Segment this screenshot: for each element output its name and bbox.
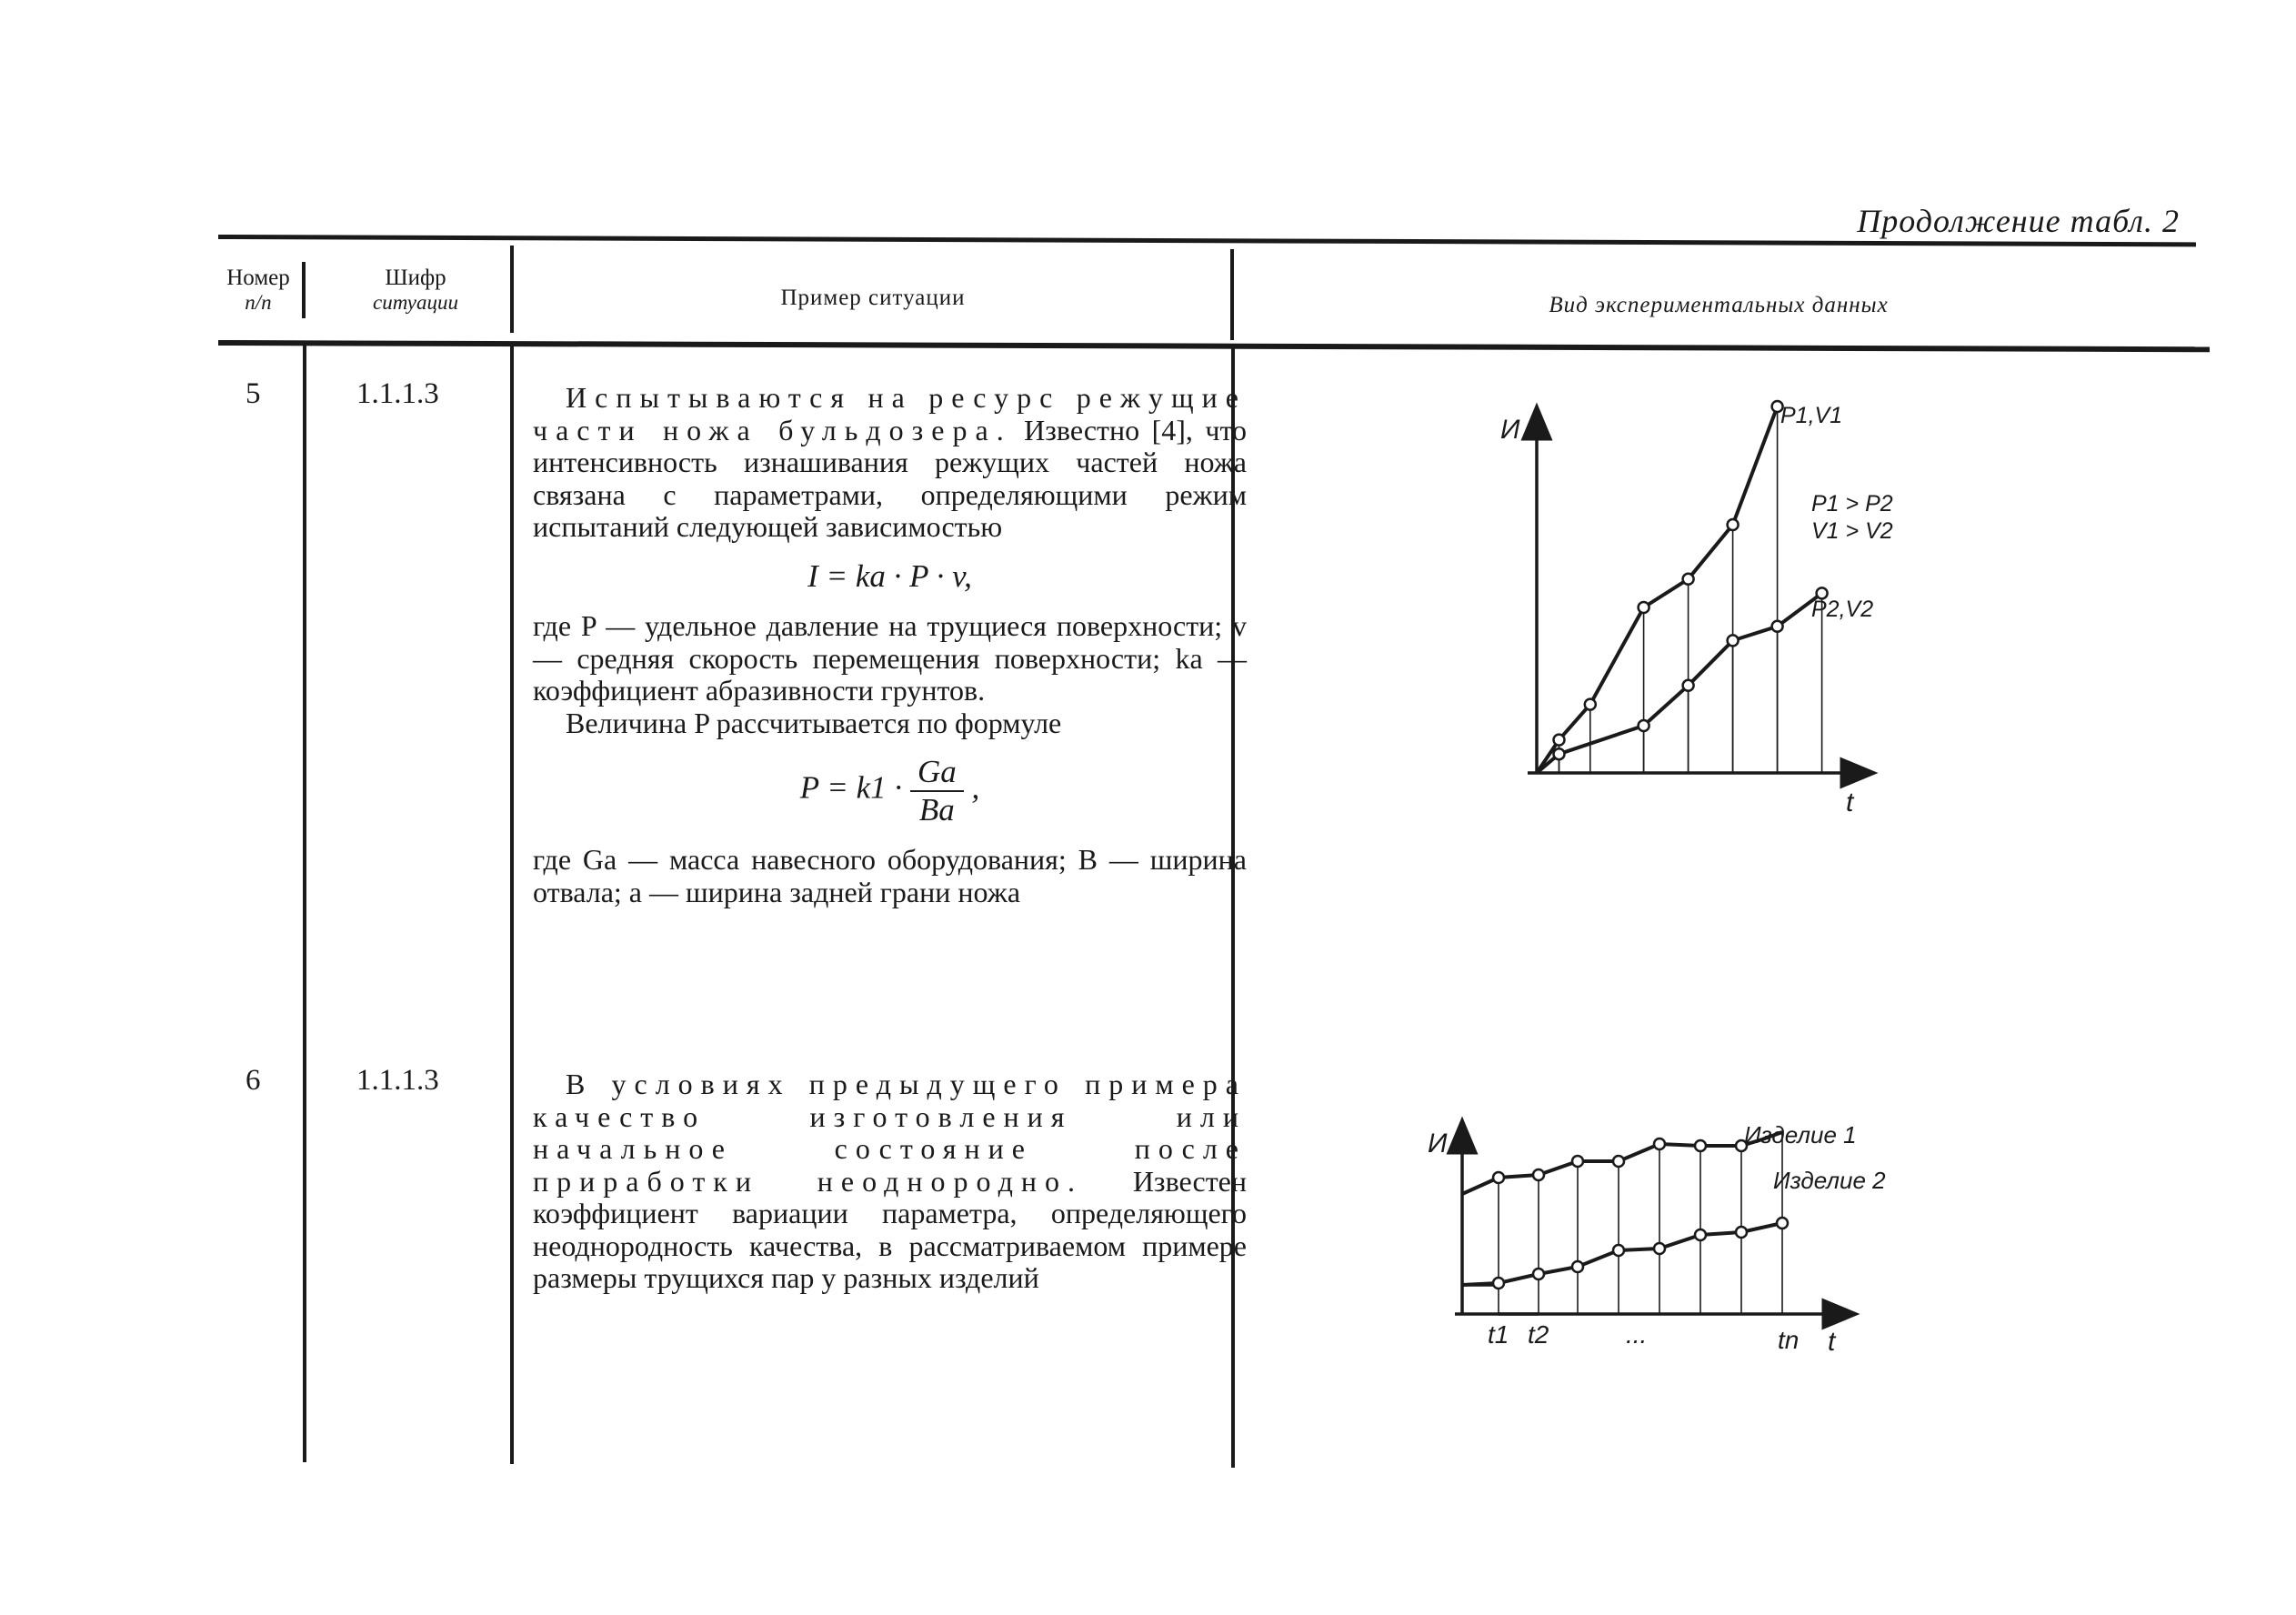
header-data-kind: Вид экспериментальных данных [1549,293,1889,317]
column-divider-2-body [510,346,514,1464]
graph1-data-point [1554,748,1565,759]
row-5-number: 5 [246,377,261,410]
header-code [329,266,502,315]
graph1-data-point [1639,720,1649,731]
graph1-drop-lines [1559,406,1822,773]
row-5-text-definitions: где P — удельное давление на трущиеся поверхности; v — средняя скорость перемещения поверхности; kа — коэффициент абразивности грунтов. [533,609,1247,707]
graph1-data-point [1728,519,1739,530]
column-divider-1-body [303,346,306,1462]
graph2-item1-point [1613,1156,1624,1167]
graph2-item1-point [1654,1139,1665,1149]
graph1-cond-2: V1 > V2 [1811,518,1893,544]
graph2-series-1-label: Изделие 1 [1744,1121,1857,1149]
header-number [215,266,302,315]
header-example: Пример ситуации [780,286,966,310]
formula-2-denominator: Bа [918,791,955,828]
column-divider-1 [302,262,306,318]
formula-2-numerator: Gа [910,756,964,792]
row-5-formula-1: I = kа · P · v, [807,557,972,594]
graph2-drop-lines [1499,1132,1782,1314]
graph2-item2-point [1777,1218,1788,1229]
row-5-text-spaced: Испытываются на ресурс режущие части ножа бульдозера. [533,381,1247,446]
graph1-cond-1: P1 > P2 [1811,491,1893,517]
column-divider-3 [1230,249,1234,340]
header-number-line1: Номер [226,266,290,290]
graph2-item1-point [1493,1172,1504,1183]
graph1-series-1-line [1537,406,1778,773]
graph1-y-label: И [1500,415,1520,445]
graph-wear-vs-time [1473,382,1946,837]
graph1-series-2-label: P2,V2 [1811,597,1874,622]
row-6-number: 6 [246,1064,261,1097]
graph2-item1-point [1572,1156,1583,1167]
graph1-data-point [1639,602,1649,613]
graph1-series-1-label: P1,V1 [1780,403,1843,428]
formula-2-tail: , [971,769,980,806]
graph1-x-label: t [1846,787,1854,818]
graph2-tick-t2: t2 [1528,1320,1549,1349]
graph2-item2-point [1533,1269,1544,1279]
graph2-tick-dots: ... [1626,1320,1648,1349]
row-6-text-spaced: В условиях предыдущего примера качество изготовления или начальное состояние после приработки неоднородно. [533,1068,1247,1198]
row-5-description [533,382,1247,908]
graph-wear-two-items [1400,1105,1946,1369]
graph2-item2-point [1654,1243,1665,1254]
row-6-text-rest: Известен коэффициент вариации параметра, определяющего неоднородность качества, в рассматриваемом примере размеры трущихся пар у разных изделий [533,1164,1248,1294]
graph2-item2-point [1613,1245,1624,1256]
graph1-data-point [1683,680,1694,691]
row-5-text-calc: Величина P рассчитывается по формуле [566,706,1062,739]
graph2-series-2-label: Изделие 2 [1773,1167,1886,1194]
graph2-x-label: t [1828,1327,1836,1357]
graph1-data-point [1585,699,1596,710]
graph2-item2-point [1493,1278,1504,1289]
row-5-text-rest: Известно [4], что интенсивность изнашивания режущих частей ножа связана с параметрами, определяющими режим испытаний следующей зависимостью [533,413,1248,543]
formula-2-fraction [910,756,964,826]
graph2-item2-point [1736,1227,1747,1238]
graph2-points [1493,1139,1788,1289]
header-code-line2: ситуации [373,291,458,314]
graph1-data-point [1683,574,1694,585]
graph2-item1-point [1533,1169,1544,1180]
graph1-data-point [1728,635,1739,646]
graph2-tick-tn: tn [1778,1326,1800,1354]
formula-2-left: P = k1 · [799,769,903,806]
row-6-code: 1.1.1.3 [356,1064,439,1097]
row-5-code: 1.1.1.3 [356,377,439,410]
graph1-points [1554,401,1828,759]
row-6-description [533,1068,1247,1295]
header-number-line2: п/п [245,291,272,314]
graph1-data-point [1554,735,1565,746]
table-header-rule [218,340,2210,352]
graph2-y-label: И [1428,1128,1448,1159]
column-divider-2 [510,246,514,333]
graph2-item2-point [1695,1229,1706,1240]
graph1-data-point [1772,621,1783,632]
row-5-formula-2 [533,756,1247,826]
row-5-text-mass: где Gа — масса навесного оборудования; B — ширина отвала; a — ширина задней грани ножа [533,843,1247,908]
graph2-item1-point [1695,1140,1706,1151]
graph2-tick-t1: t1 [1488,1320,1509,1349]
graph2-item2-point [1572,1261,1583,1272]
table-continuation-label: Продолжение табл. 2 [1857,203,2180,239]
header-code-line1: Шифр [385,266,446,290]
